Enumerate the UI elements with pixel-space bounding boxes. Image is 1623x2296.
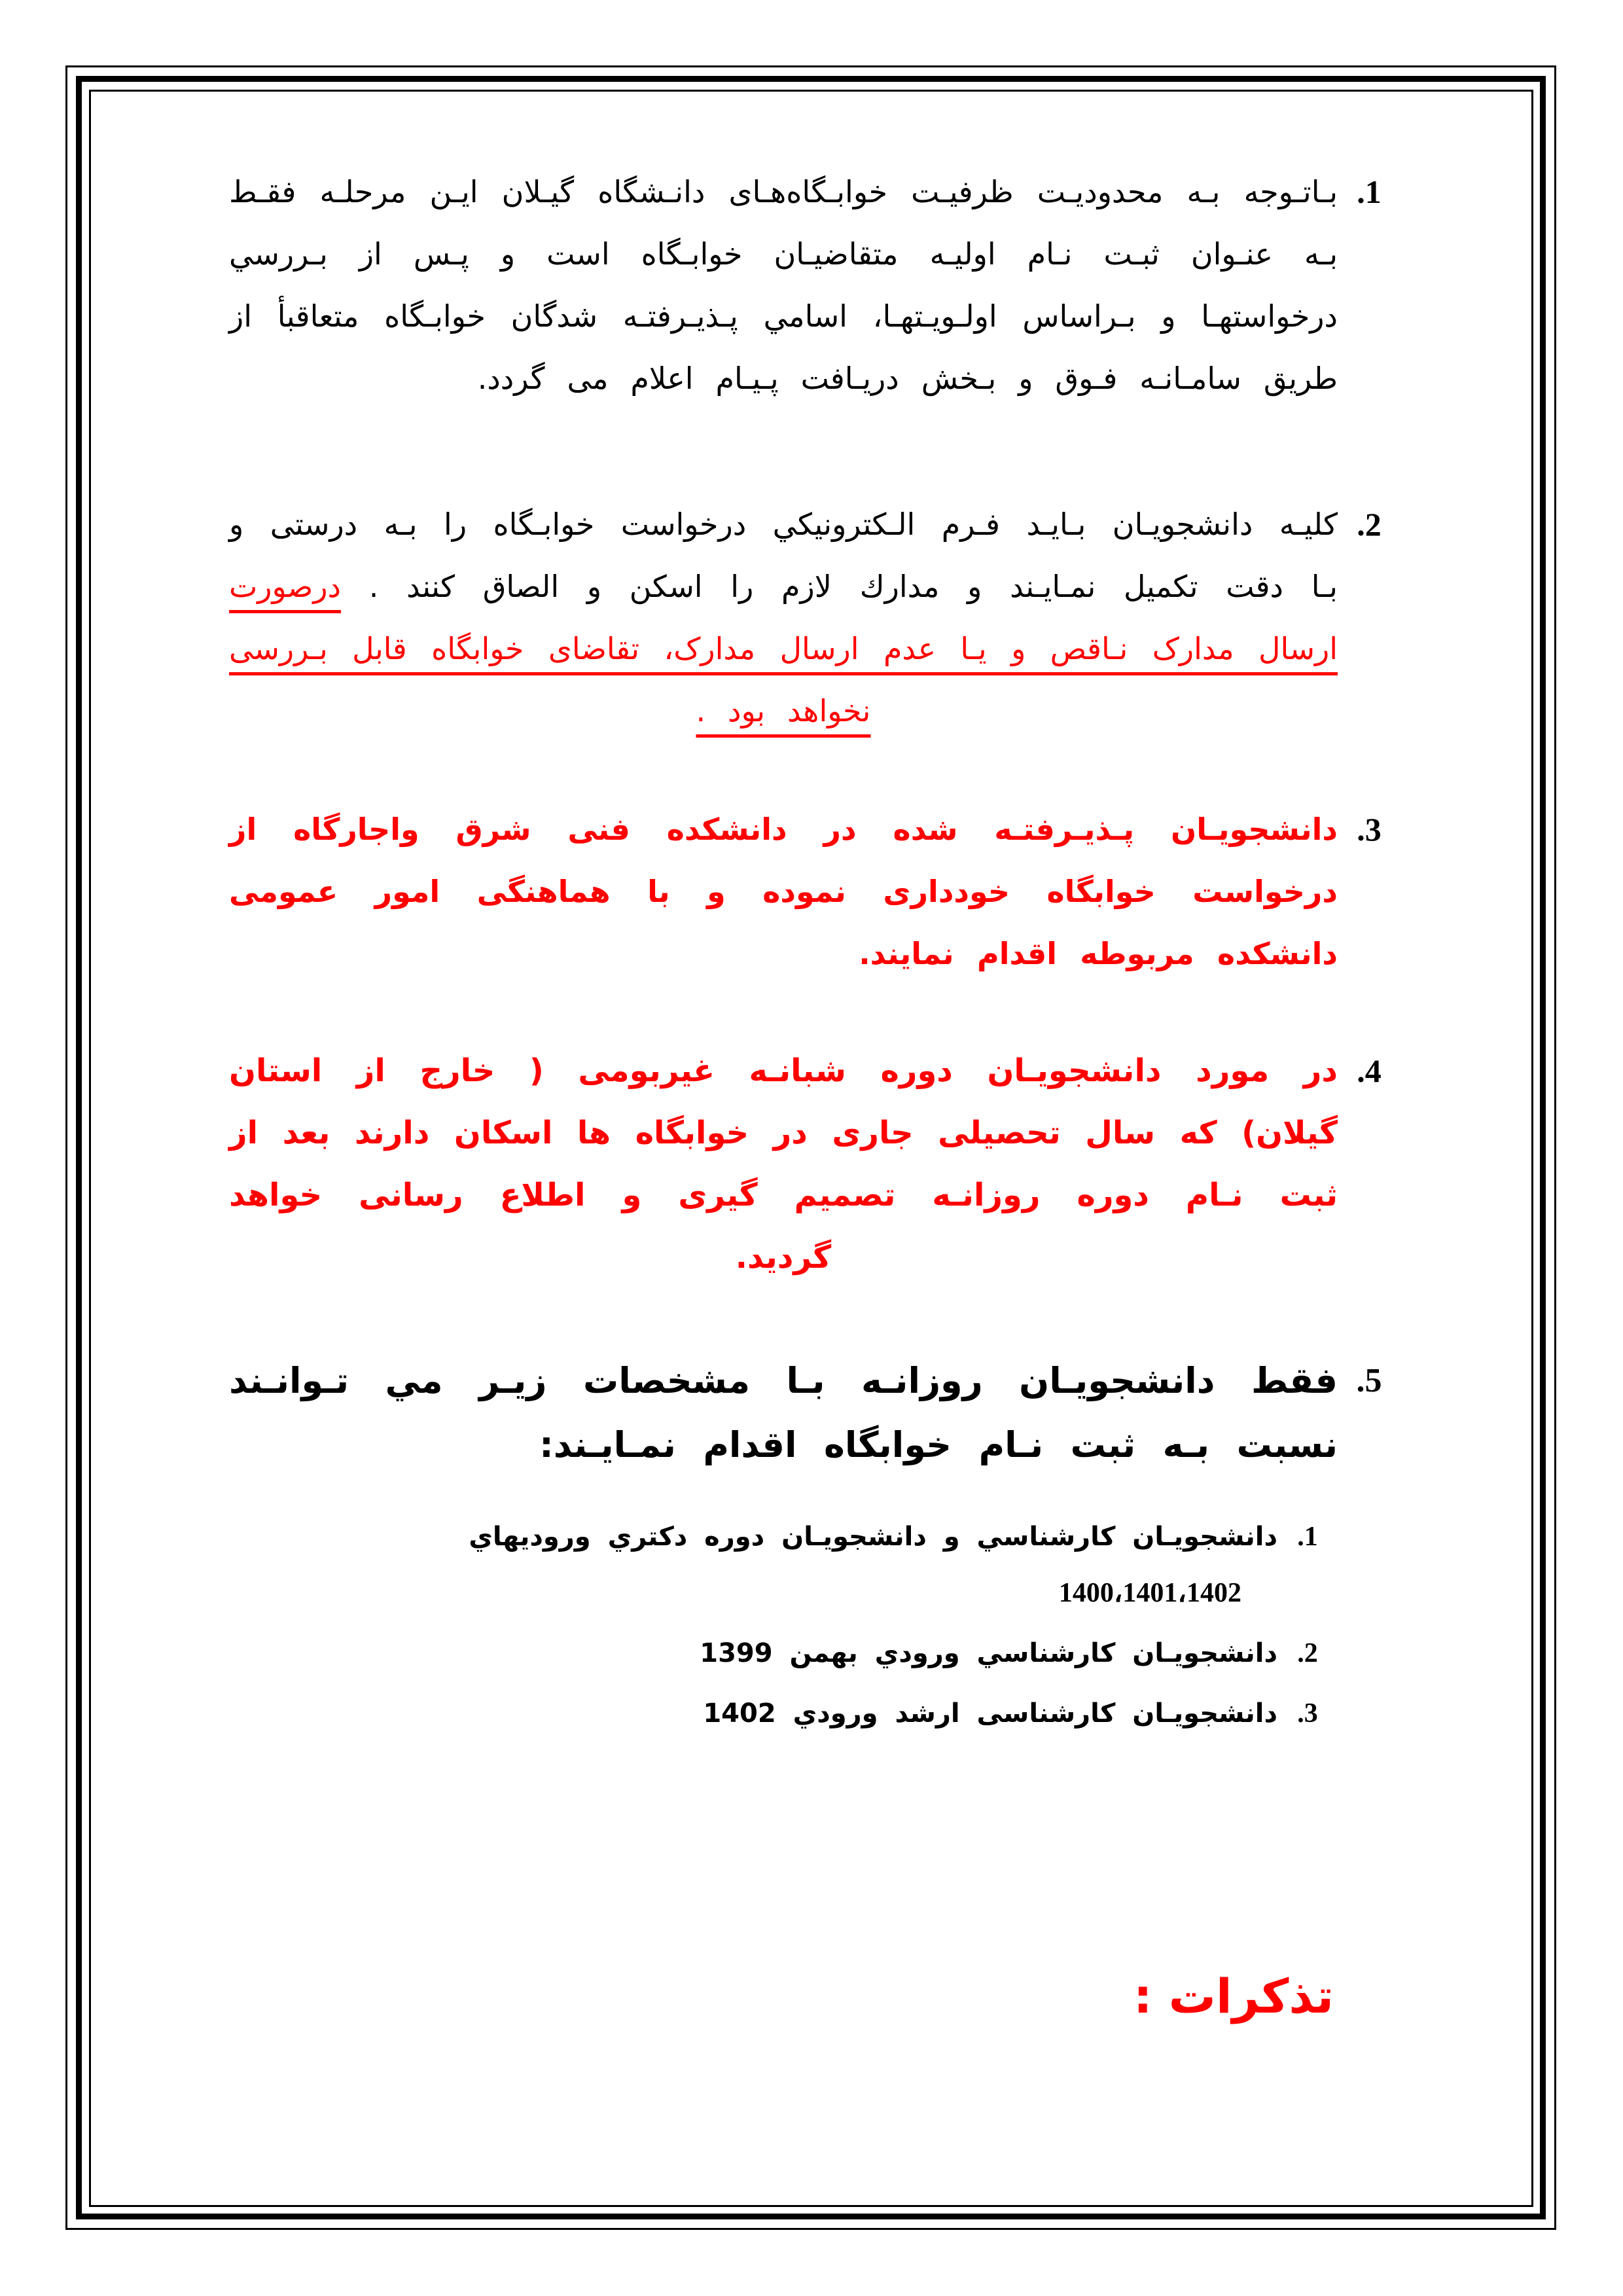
item-1-text: بـاتـوجه بـه محدودیـت ظرفیـت خوابـگاه‌هـای دانـشگاه گیـلان ایـن مرحلـه فقـط بـه عنـوان ثبـت نـام اولیـه متقاضیـان خوابـگاه است و پـس از بـررسي درخواستهـا و بـراساس اولـویـتهـا، اسامي پـذیـرفتـه شدگان خوابـگاه متعاقبأ از طریق سامـانـه فـوق و بـخش دریـافت پـیـام اعلام می گردد. — [229, 174, 1338, 396]
sub-item-1-years: 1400،1401،1402 — [1058, 1578, 1241, 1608]
item-5-column — [229, 1349, 1338, 1746]
sub-list-item-2 — [229, 1625, 1338, 1681]
item-5-text: فقط دانشجويـان روزانـه بـا مشخصات زيـر مي تـوانـند نسبت بـه ثبت نـام خوابگاه اقدام نمـايـند: — [229, 1360, 1338, 1465]
notes-heading: تذكرات : — [1133, 1969, 1334, 2024]
item-3-number: 3. — [1357, 811, 1382, 848]
sub-item-3-number: 3. — [1297, 1698, 1318, 1729]
document-content — [229, 161, 1400, 1746]
list-item-5 — [229, 1349, 1400, 1746]
sub-item-1-text: دانشجويـان كارشناسي و دانشجويـان دوره دكتري وروديهاي — [469, 1522, 1277, 1552]
item-5-number: 5. — [1356, 1362, 1382, 1399]
item-3-text: دانشجويـان پـذيـرفتـه شده در دانشكده فنی شرق واجارگاه از درخواست خوابگاه خودداری نموده و با هماهنگی امور عمومی دانشكده مربوطه اقدام نمايند. — [229, 812, 1338, 971]
sub-list — [229, 1509, 1338, 1742]
sub-list-item-3 — [229, 1685, 1338, 1742]
list-item-3 — [229, 798, 1400, 985]
item-2-number: 2. — [1357, 506, 1382, 543]
sub-item-3-text: دانشجويـان كارشناسی ارشد ورودي 1402 — [703, 1698, 1277, 1729]
item-2-text-red-underlined: درصورت ارسال مدارک نـاقص و يـا عدم ارسال مدارک، تقاضای خوابگاه قابل بـررسی نخواهد بود . — [229, 569, 1338, 728]
item-2-text-black: كليـه دانشجويـان بـايـد فـرم الـكترونيكي درخواست خوابـگاه را بـه درستی و بـا دقت تكميل نمـايـند و مدارك لازم را اسكن و الصاق كنند . — [229, 507, 1338, 604]
sub-item-2-number: 2. — [1297, 1638, 1318, 1668]
item-4-number: 4. — [1357, 1052, 1382, 1089]
sub-item-1-body — [229, 1509, 1277, 1621]
list-item-4 — [229, 1040, 1400, 1289]
item-4-text: در مورد دانشجويـان دوره شبانـه غيربومی ( خارج از استان گيلان) كه سال تحصيلی جاری در خوابگاه ها اسكان دارند بعد از ثبت نـام دوره روزانـه تصميم گيری و اطلاع رسانی خواهد گرديد. — [229, 1052, 1338, 1276]
sub-item-2-text: دانشجويـان كارشناسي ورودي بهمن 1399 — [700, 1638, 1277, 1668]
sub-item-1-number: 1. — [1297, 1522, 1318, 1552]
item-2-text — [229, 493, 1338, 742]
item-1-number: 1. — [1357, 173, 1382, 210]
list-item-1 — [229, 161, 1400, 410]
list-item-2 — [229, 493, 1400, 742]
sub-list-item-1 — [229, 1509, 1338, 1621]
